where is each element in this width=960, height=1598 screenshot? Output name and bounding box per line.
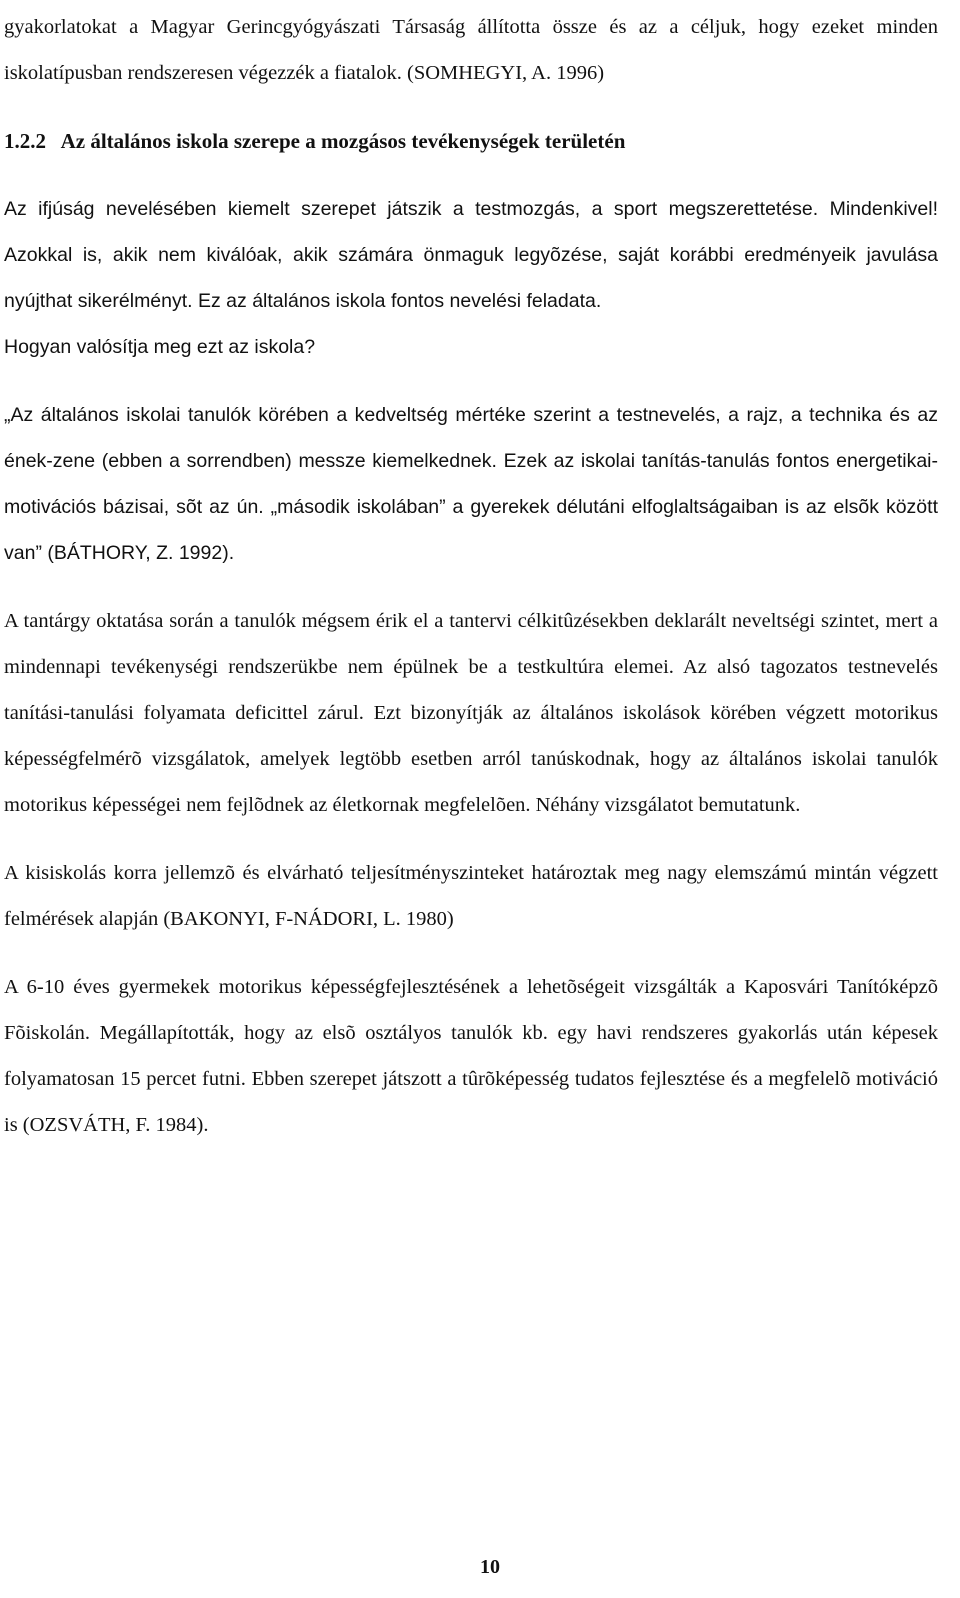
paragraph-1-sentence-1: Az ifjúság nevelésében kiemelt szerepet játszik a testmozgás, a sport megszerettetése. bbox=[4, 198, 819, 220]
spacer bbox=[4, 828, 938, 850]
spacer bbox=[4, 576, 938, 598]
paragraph-1 bbox=[4, 186, 938, 324]
paragraph-2: Hogyan valósítja meg ezt az iskola? bbox=[4, 336, 316, 358]
paragraph-1-sentence-4: Ez az általános iskola fontos nevelési feladata. bbox=[192, 290, 602, 312]
paragraph-6: A 6-10 éves gyermekek motorikus képességfejlesztésének a lehetõségeit vizsgálták a Kaposvári Tanítóképzõ Fõiskolán. Megállapították, hogy az elsõ osztályos tanulók kb. egy havi rendszeres gyakorlás után képesek folyamatosan 15 percet futni. Ebben szerepet játszott a tûrõképesség tudatos fejlesztése és a megfelelõ motiváció is (OZSVÁTH, F. 1984). bbox=[4, 976, 938, 1136]
spacer bbox=[4, 370, 938, 392]
spacer bbox=[4, 96, 938, 118]
intro-paragraph: gyakorlatokat a Magyar Gerincgyógyászati Társaság állította össze és az a céljuk, hogy ezeket minden iskolatípusban rendszeresen végezzék a fiatalok. (SOMHEGYI, A. 1996) bbox=[4, 16, 938, 84]
paragraph-5: A kisiskolás korra jellemzõ és elvárható teljesítményszinteket határoztak meg nagy elemszámú mintán végzett felmérések alapján (BAKONYI, F-NÁDORI, L. 1980) bbox=[4, 862, 938, 930]
spacer bbox=[4, 942, 938, 964]
page-number: 10 bbox=[480, 1556, 500, 1578]
document-page bbox=[0, 4, 960, 1598]
paragraph-1-sentence-3: Azokkal is, akik nem kiválóak, akik számára önmaguk legyõzése, saját korábbi eredményeik javulása nyújthat sikerélményt. bbox=[4, 244, 938, 312]
paragraph-3 bbox=[4, 392, 938, 576]
section-heading bbox=[4, 118, 938, 164]
paragraph-1-sentence-2: Mindenkivel! bbox=[829, 198, 938, 220]
paragraph-3-part-2: Ezek az iskolai tanítás-tanulás fontos energetikai-motivációs bázisai, sõt az ún. „második iskolában” a gyerekek délutáni elfoglaltságaiban is az elsõk között van” (BÁTHORY, Z. 1992). bbox=[4, 450, 938, 564]
section-title: Az általános iskola szerepe a mozgásos tevékenységek területén bbox=[60, 129, 626, 153]
paragraph-4: A tantárgy oktatása során a tanulók mégsem érik el a tantervi célkitûzésekben deklarált neveltségi szintet, mert a mindennapi tevékenységi rendszerükbe nem épülnek be a testkultúra elemei. Az alsó tagozatos testnevelés tanítási-tanulási folyamata deficittel zárul. Ezt bizonyítják az általános iskolások körében végzett motorikus képességfelmérõ vizsgálatok, amelyek legtöbb esetben arról tanúskodnak, hogy az általános iskolai tanulók motorikus képességei nem fejlõdnek az életkornak megfelelõen. Néhány vizsgálatot bemutatunk. bbox=[4, 610, 938, 816]
section-number: 1.2.2 bbox=[4, 129, 46, 153]
paragraph-3-part-1: „Az általános iskolai tanulók körében a kedveltség mértéke szerint a testnevelés, a rajz, a technika és az ének-zene (ebben a sorrendben) messze kiemelkednek. bbox=[4, 404, 938, 472]
spacer bbox=[4, 164, 938, 186]
